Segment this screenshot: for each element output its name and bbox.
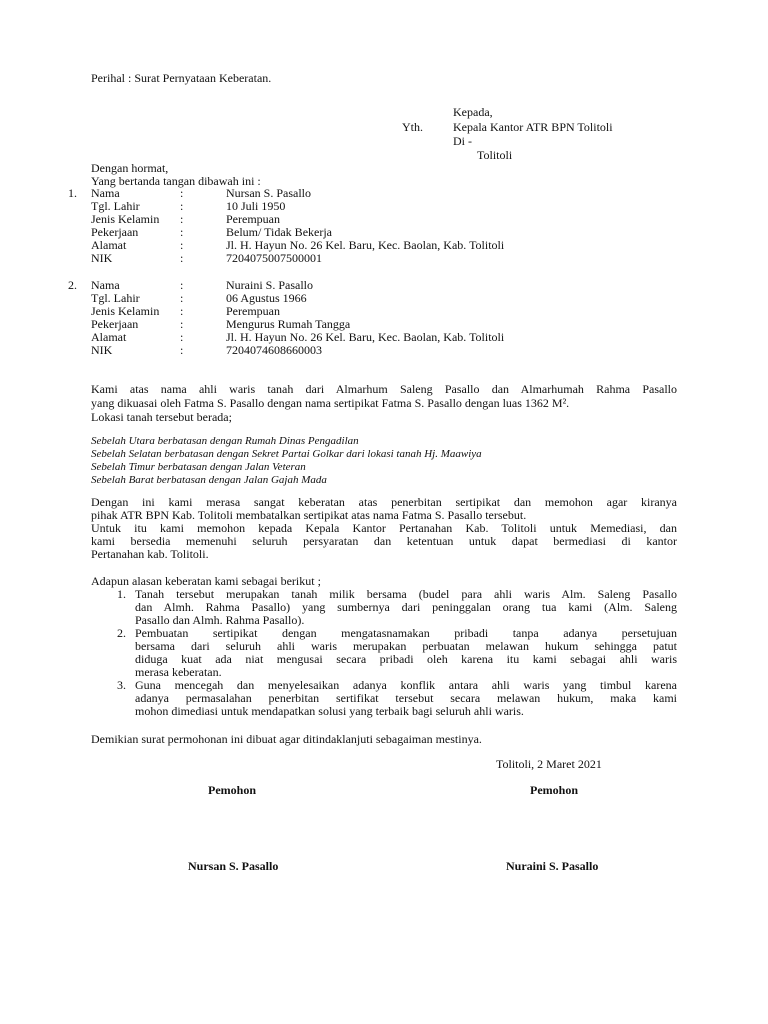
signature-name-left: Nursan S. Pasallo — [188, 859, 279, 873]
paragraph-line: Kami atas nama ahli waris tanah dari Almarhum Saleng Pasallo dan Almarhumah Rahma Pasallo — [91, 382, 677, 396]
reasons-intro: Adapun alasan keberatan kami sebagai berikut ; — [91, 574, 321, 588]
boundary-east: Sebelah Timur berbatasan dengan Jalan Veteran — [91, 461, 306, 473]
reason-line: diduga kuat ada niat mengusai secara pribadi oleh karena itu kami sebagai ahli waris — [135, 652, 677, 666]
signature-role-right: Pemohon — [530, 783, 578, 797]
boundary-west: Sebelah Barat berbatasan dengan Jalan Gajah Mada — [91, 474, 327, 486]
reason-line: adanya permasalahan penerbitan sertifikat tersebut secara melawan hukum, maka kami — [135, 691, 677, 705]
field-value: Jl. H. Hayun No. 26 Kel. Baru, Kec. Baolan, Kab. Tolitoli — [226, 330, 505, 344]
field-colon: : — [180, 343, 184, 357]
subject-line: Perihal : Surat Pernyataan Keberatan. — [91, 71, 272, 85]
recipient-yth: Yth. — [402, 120, 423, 134]
signature-name-right: Nuraini S. Pasallo — [506, 859, 599, 873]
reason-line: Pembuatan sertipikat dengan mengatasnamakan pribadi tanpa adanya persetujuan — [135, 626, 677, 640]
field-value: 10 Juli 1950 — [226, 199, 286, 213]
reason-line: merasa keberatan. — [135, 665, 222, 679]
field-colon: : — [180, 304, 184, 318]
field-value: Jl. H. Hayun No. 26 Kel. Baru, Kec. Baolan, Kab. Tolitoli — [226, 238, 505, 252]
field-value: 7204074608660003 — [226, 343, 322, 357]
field-colon: : — [180, 238, 184, 252]
field-value: 7204075007500001 — [226, 251, 322, 265]
field-colon: : — [180, 225, 184, 239]
field-label: NIK — [91, 343, 113, 357]
boundary-south: Sebelah Selatan berbatasan dengan Sekret Partai Golkar dari lokasi tanah Hj. Maawiya — [91, 448, 482, 460]
field-value: Perempuan — [226, 304, 280, 318]
reason-line: mohon dimediasi untuk mendapatkan solusi yang terbaik bagi seluruh ahli waris. — [135, 704, 524, 718]
paragraph-line: Lokasi tanah tersebut berada; — [91, 410, 232, 424]
field-label: Jenis Kelamin — [91, 212, 160, 226]
reason-line: Pasallo dan Almh. Rahma Pasallo). — [135, 613, 305, 627]
field-colon: : — [180, 212, 184, 226]
boundary-north: Sebelah Utara berbatasan dengan Rumah Dinas Pengadilan — [91, 435, 359, 447]
reason-line: dan Almh. Rahma Pasallo) yang sumbernya dari peninggalan orang tua kami (Alm. Saleng — [135, 600, 677, 614]
signature-role-left: Pemohon — [208, 783, 256, 797]
intro-line: Yang bertanda tangan dibawah ini : — [91, 174, 261, 188]
recipient-city: Tolitoli — [477, 148, 513, 162]
field-label: NIK — [91, 251, 113, 265]
field-value: 06 Agustus 1966 — [226, 291, 307, 305]
place-date: Tolitoli, 2 Maret 2021 — [496, 757, 602, 771]
recipient-kepada: Kepada, — [453, 105, 493, 119]
reason-line: Tanah tersebut merupakan tanah milik bersama (budel para ahli waris Alm. Saleng Pasallo — [135, 587, 677, 601]
field-label: Nama — [91, 186, 120, 200]
reason-line: bersama dari seluruh ahli waris merupakan perbuatan melawan hukum sehingga patut — [135, 639, 677, 653]
field-value: Mengurus Rumah Tangga — [226, 317, 351, 331]
field-label: Nama — [91, 278, 120, 292]
paragraph-line: Untuk itu kami memohon kepada Kepala Kantor Pertanahan Kab. Tolitoli untuk Memediasi, dan — [91, 521, 677, 535]
field-label: Jenis Kelamin — [91, 304, 160, 318]
recipient-title: Kepala Kantor ATR BPN Tolitoli — [453, 120, 613, 134]
field-colon: : — [180, 251, 184, 265]
paragraph-line: Dengan ini kami merasa sangat keberatan atas penerbitan sertipikat dan memohon agar kiranya — [91, 495, 677, 509]
person-number: 2. — [68, 278, 77, 292]
paragraph-line: pihak ATR BPN Kab. Tolitoli membatalkan sertipikat atas nama Fatma S. Pasallo tersebut. — [91, 508, 527, 522]
field-value: Nuraini S. Pasallo — [226, 278, 313, 292]
reason-line: Guna mencegah dan menyelesaikan adanya konflik antara ahli waris yang timbul karena — [135, 678, 677, 692]
field-label: Alamat — [91, 238, 127, 252]
field-label: Tgl. Lahir — [91, 199, 140, 213]
field-colon: : — [180, 291, 184, 305]
field-colon: : — [180, 317, 184, 331]
field-colon: : — [180, 186, 184, 200]
field-value: Nursan S. Pasallo — [226, 186, 311, 200]
field-colon: : — [180, 330, 184, 344]
recipient-di: Di - — [453, 134, 472, 148]
greeting: Dengan hormat, — [91, 161, 169, 175]
person-number: 1. — [68, 186, 77, 200]
field-colon: : — [180, 278, 184, 292]
field-label: Pekerjaan — [91, 225, 139, 239]
field-value: Belum/ Tidak Bekerja — [226, 225, 332, 239]
field-label: Alamat — [91, 330, 127, 344]
field-value: Perempuan — [226, 212, 280, 226]
paragraph-line: kami bersedia memenuhi seluruh persyaratan dan ketentuan untuk dapat bermediasi di kantor — [91, 534, 677, 548]
closing-line: Demikian surat permohonan ini dibuat agar ditindaklanjuti sebagaiman mestinya. — [91, 732, 482, 746]
reason-number: 2. — [117, 626, 126, 640]
field-colon: : — [180, 199, 184, 213]
reason-number: 1. — [117, 587, 126, 601]
field-label: Pekerjaan — [91, 317, 139, 331]
paragraph-line: Pertanahan kab. Tolitoli. — [91, 547, 209, 561]
paragraph-line: yang dikuasai oleh Fatma S. Pasallo dengan nama sertipikat Fatma S. Pasallo dengan luas 1362 M². — [91, 396, 570, 410]
reason-number: 3. — [117, 678, 126, 692]
field-label: Tgl. Lahir — [91, 291, 140, 305]
